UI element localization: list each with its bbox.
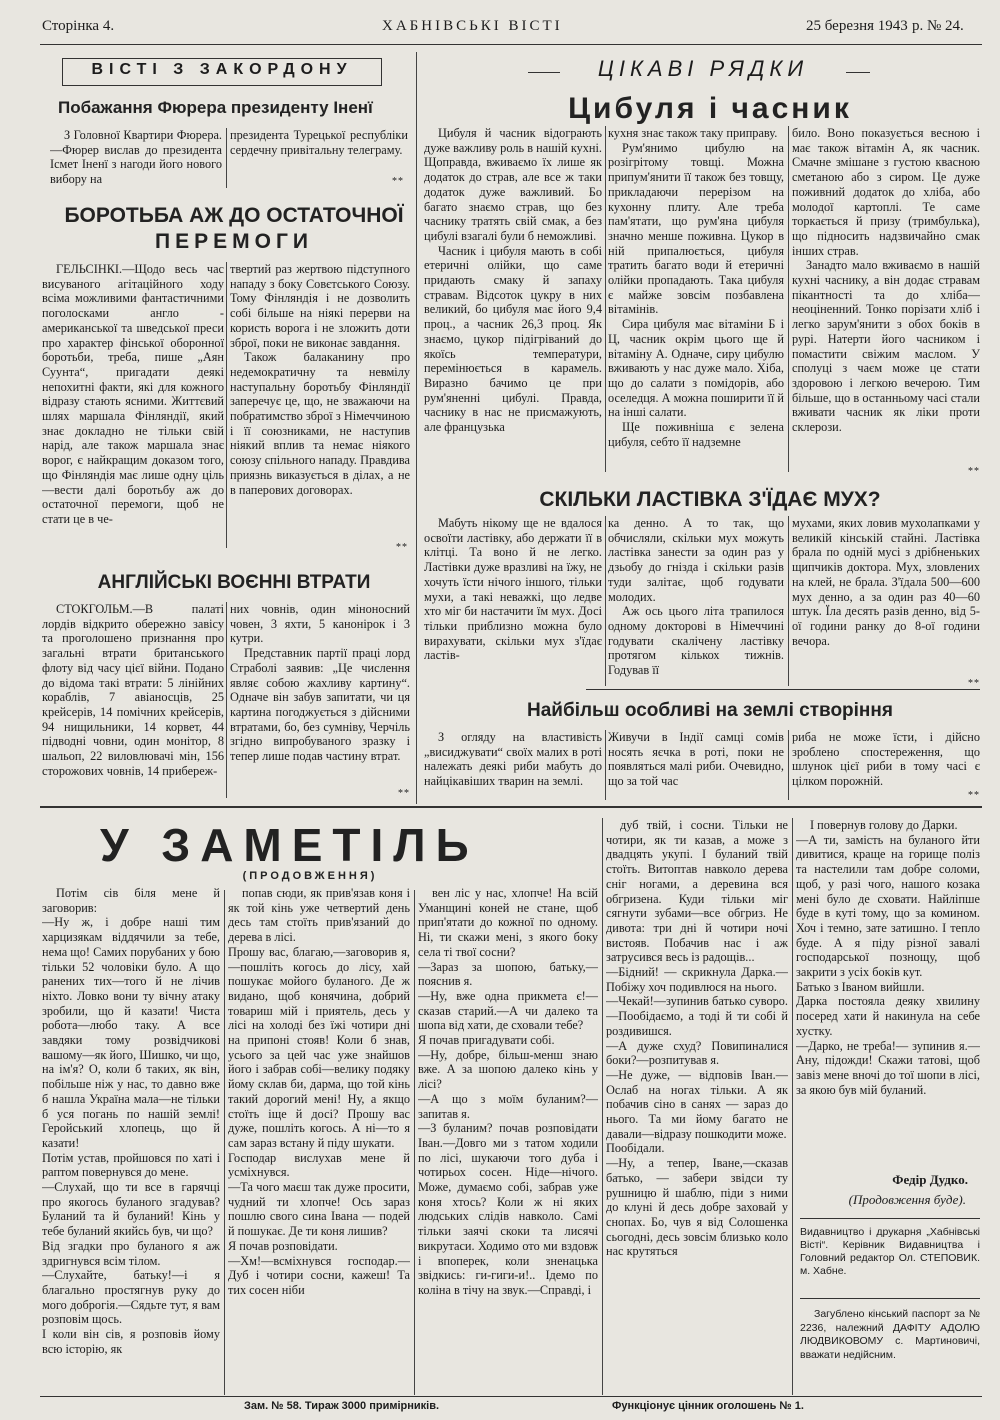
losses-col-divider: [226, 602, 227, 798]
imprint-rule-bottom: [800, 1298, 980, 1299]
onion-divider-2: [788, 126, 789, 472]
lower-section-rule: [40, 806, 982, 808]
article-onion-col1: [424, 126, 602, 476]
masthead: [0, 0, 1000, 48]
serial-title: У ЗАМЕТІЛЬ: [100, 819, 479, 871]
article-fuhrer-left: [50, 128, 222, 192]
article-losses-left-text: СТОКГОЛЬМ.—В палаті лордів відкрито обережно завісу та проголошено признання про загальні втрати британського флоту від часу цієї війни. Подано до відома такі втрати: 5 лінійних кораблів, 7 авіаносців, 25 крейсерів, 14 помічних крейсерів, 94 нищильники, 14 корвет, 44 підводні човни, один монітор, 8 шальоп, 22 виловлювачі мін, 156 сторожових човнів, 14 прибереж-: [42, 602, 224, 778]
serial-continued: (Продовження буде).: [848, 1192, 966, 1207]
page-number: Сторінка 4.: [42, 18, 115, 34]
article-fish-col1: [424, 730, 602, 802]
article-losses-right: [230, 602, 410, 802]
fuhrer-col-divider: [226, 128, 227, 188]
serial-divider-2: [414, 890, 415, 1395]
fish-stars: **: [968, 790, 980, 801]
serial-divider-3: [602, 818, 603, 1395]
article-swallow-c3-text: мухами, яких ловив мухолапками у великій кінській стайні. Ластівка брала по одній мусі з дрібненьких щипчиків доктора. Мух, зловлених на клей, не брала. З'їдала 500—600 мух денно, а за один раз 40—60 штук. Їла десять разів денно, від 5-ої години ранку до 8-ої години вечора.: [792, 516, 980, 648]
imprint-text: Видавництво і друкарня „Хабнівські Вісті“. Керівник Видавництва і Головний редактор Ол. СТЕПОВИК. м. Хабне.: [800, 1226, 980, 1277]
article-finland-right-p1: твертий раз жертвою підступного нападу з боку Совєтського Союзу. Тому Фінляндія і не дозволить собі більше на ніякі перерви на користь ворога і не зложить доти зброї, поки не виконає завдання.: [230, 262, 410, 350]
onion-stars: **: [968, 466, 980, 477]
fish-divider-1: [605, 730, 606, 800]
article-fuhrer-right-text: президента Турецької республіки сердечну привітальну телеграму.: [230, 128, 408, 157]
article-losses-title: АНГЛІЙСЬКІ ВОЄННІ ВТРАТИ: [97, 572, 371, 593]
article-fish-c3-text: риба не може їсти, і дійсно зроблено спостереження, що шлунок цієї риби в тому часі є цілком порожній.: [792, 730, 980, 789]
article-fish-c2-text: Живучи в Індії самці сомів носять яєчка в роті, поки не появляться малі риби. Очевидно, що за той час: [608, 730, 784, 789]
article-finland-right-p2: Також балаканину про недемократичну та невмілу наступальну боротьбу Фінляндії заперечує це, що, не зважаючи на побратимство зброї з Німеччиною і її союзниками, не наступив ніякий вплив та немає ніякого союзу спільного нападу. Правдива приязнь виказується в ділах, а не в паперових договорах.: [230, 350, 410, 497]
imprint: [800, 1226, 980, 1294]
article-onion-title: Цибуля і часник: [568, 92, 852, 125]
serial-col5: [796, 818, 980, 1178]
issue-number: р. № 24.: [912, 18, 964, 34]
onion-divider-1: [605, 126, 606, 472]
article-finland-left-text: ГЕЛЬСІНКІ.—Щодо весь час висуваного агітаційного ходу всіма можливими фантастичними поголосками англо - американської та шведської преси про характер фінської оборонної боротьби, треба, пише „Аян Суунта“, пригадати деякі непохитні факти, які для кожного відразу стають ясними. Життєвий шлях маршала Фінляндії, який знає докладно не тільки свій нарід, але також маршала знає ворог, є найкращим доказом того, що Фінляндія має лише одну ціль—вести далі боротьбу аж до остаточної перемоги, щоб не стати це в че-: [42, 262, 224, 526]
lost-passport-text: Загублено кінський паспорт за № 2236, належний ДАФІТУ АДОЛЮ ЛЮДВИКОВОМУ с. Мартиновичі, вважати недійсним.: [800, 1308, 980, 1361]
issue-date: 25 березня 1943: [806, 18, 908, 34]
masthead-rule: [40, 44, 982, 45]
article-swallow-c2-p2: Аж ось цього літа трапилося одному докторові в Німеччині годувати скалічену ластівку протягом кількох тижнів. Годував її: [608, 604, 784, 678]
footer-rule: [40, 1396, 982, 1397]
article-onion-c3-p2: Занадто мало вживаємо в нашій кухні часнику, а він додає стравам пікантності та до хліба—неоціненний. Тонко порізати хліб і легко зарум'янити з обох боків в рурі. Натерти його часником і помастити свіжим маслом. У сполуці з чаєм може це стати здоровою і легкою вечерою. Тим більше, що в останньому часі стали вживати часник як ліки проти склерози.: [792, 258, 980, 435]
serial-col4: [606, 818, 788, 1396]
fuhrer-stars: **: [392, 176, 404, 187]
article-losses-right-p2: Представник партії праці лорд Страболі заявив: „Це числення являє собою жахливу картину“. Одначе він забув запитати, чи ця картина погоджується з дійсними втратами, бо, без сумніву, Черчіль згідно випробуваного зразку і тепер лише подав частину втрат.: [230, 646, 410, 764]
article-onion-c2-p3: Сира цибуля має вітаміни Б і Ц, часник окрім цього ще й вітаміну А. Одначе, сиру цибулю вживають у нас дуже мало. Хіба, що до салати з помідорів, або оселедця. А можна поширити її й на інші салати.: [608, 317, 784, 420]
losses-stars: **: [398, 788, 410, 799]
article-onion-c2-p1: кухня знає також таку приправу.: [608, 126, 778, 140]
lost-passport-notice: [800, 1308, 980, 1388]
swallow-bottom-rule: [586, 689, 980, 690]
section-interesting-header: ЦІКАВІ РЯДКИ: [597, 56, 809, 81]
article-onion-c2-p2: Рум'янимо цибулю на розігрітому товщі. Можна припум'янити її також без товщу, прикладаючи перерізом на кухонну плиту. Але треба пам'ятати, що рум'яна цибуля значно менше поживна. Цукор в ній припалюється, цибуля тратить багато води й етеричні олійки пропадають. Така цибуля є майже зовсім позбавлена вітамінів.: [608, 140, 784, 317]
serial-c3-text: вен ліс у нас, хлопче! На всій Уманщині коней не стане, щоб прип'ятати до кожної по одному. Ні, ти скажи мені, з якого боку села ті твої сосни? —Зараз за шопою, батьку,—пояснив я. —Ну, вже одна прикмета є!—сказав старий.—А чи далеко та шопа від хати, де сховали тебе? Я почав пригадувати собі. —Ну, добре, більш-менш знаю вже. А за шопою далеко кінь у лісі? —А що з моїм буланим?—запитав я. —З буланим? почав розповідати Іван.—Довго ми з татом ходили по лісі, шукаючи того дуба і чотирьох сосен. Ніде—нічого. Може, думаємо собі, забрав уже коня хтось? Коли ж ні яких людських слідів навколо. Самі тільки заячі скоки та лисячі викрутаси. Ходимо ото ми вздовж і впоперек, коли зненацька звідкись: ги-гиги-и!.. Ідемо по коліна в тічу на звук.—Справді, і: [418, 886, 598, 1297]
serial-divider-1: [224, 890, 225, 1395]
swallow-stars: **: [968, 678, 980, 689]
serial-c2-text: попав сюди, як прив'язав коня і як той кінь уже четвертий день десь там стоїть прив'язаний до дерева в лісі. Прошу вас, благаю,—заговорив я,—пошліть когось до лісу, хай пошукає мойого буланого. Де ж видано, щоб конячина, добрий товариш мій і приятель, десь у лісі на холоді без їжі чотири дні на припоні стояв! Коли б знав, усього за цей час уже знайшов його і забрав собі—велику подяку йому склав би, дарма, що той кінь такий дорогий мені! Ну, а якщо стоїть іще й досі? Прошу вас дуже, пошліть когось. А ні—то я сам зараз встану й піду шукати. Господар вислухав мене й усміхнувся. —Та чого маєш так дуже просити, чудний ти хлопче! Ось зараз пошлю свого сина Івана — подей й пошукає. Де ти коня лишив? Я почав розповідати. —Хм!—всміхнувся господар.—Дуб і чотири сосни, кажеш! Та тих сосен ніби: [228, 886, 410, 1297]
imprint-rule-top: [800, 1218, 980, 1219]
serial-c1-text: Потім сів біля мене й заговорив: —Ну ж, і добре наші тим харцизякам віддячили за тебе, нема що! Самих порубаних у бою тільки 52 чоловіки було. А що ранених тих—того й не лічив ніхто. Ловко вони ту вічну атаку зробили, що й казати! Чиста робота—любо таку. А все завдяки тому розвідчикові вашому—як його, Шишко, чи що, на ім'я? О, коли б таких, як він, побільше ніж у нас, то давно вже б нашла Україна мала—не тільки б уся погань по нашій землі! Геройський хлопець, що й казати! Потім устав, пройшовся по хаті і раптом повернувся до мене. —Слухай, що ти все в гарячці про якогось буланого згадував? Буланий та й буланий! Кінь у тебе буланий якийсь був, чи що? Від згадки про буланого я аж здригнувся всім тілом. —Слухайте, батьку!—і я благально простягнув руку до мого доброгія.—Сядьте тут, я вам розповім щось. І коли він сів, я розповів йому всю історію, як: [42, 886, 220, 1356]
serial-author: Федір Дудко.: [892, 1172, 968, 1187]
serial-col2: [228, 886, 410, 1396]
serial-col1: [42, 886, 220, 1396]
interesting-rule-right: [846, 72, 870, 73]
article-swallow-title: СКІЛЬКИ ЛАСТІВКА З'ЇДАЄ МУХ?: [539, 488, 881, 511]
article-finland-left: [42, 262, 224, 552]
footer-order: Зам. № 58. Тираж 3000 примірників.: [244, 1400, 440, 1412]
article-onion-c1-p1: Цибуля й часник відограють дуже важливу роль в нашій кухні. Щоправда, вживаємо їх лише як додаток до страв, але все ж таки додаток дуже важливий. Бо багато знаємо страв, що без часнику тратять свій смак, а без цибулі взагалі були б неможливі.: [424, 126, 602, 243]
serial-col3: [418, 886, 598, 1396]
finland-stars: **: [396, 542, 408, 553]
serial-c5-text: І повернув голову до Дарки. —А ти, замість на буланого йти дивитися, краще на горище поліз та настелили там добре соломи, щоб, у разі чого, нашого козака мені було де сховати. Найліпше буде в куті тому, що за комином. Хоч і темно, зате затишно. І тепло буде. А я піду різної завалі господарської познощу, щоб закрити з усіх боків кут. Батько з Іваном вийшли. Дарка постояла деяку хвилину посеред хати й накинула на себе хустку. —Дарко, не треба!— зупинив я.—Ану, підожди! Скажи татові, щоб завіз мене вночі до тої шопи в лісі, за якою був мій буланий.: [796, 818, 980, 1097]
serial-divider-4: [792, 818, 793, 1395]
upper-divider: [416, 52, 417, 804]
article-onion-c3-p1: било. Воно показується весною і має також вітамін А, як часник. Смачне змішане з густою квасною сметаною або з сиром. Це дуже поживний додаток до хліба, або молодої картоплі. Те саме торкається й призу (тримбулька), що підносить надзвичайно смак інших страв.: [792, 126, 980, 258]
article-finland-title-1: БОРОТЬБА АЖ ДО ОСТАТОЧНОЇ: [64, 204, 404, 227]
article-swallow-c2-p1: ка денно. А то так, що обчисляли, скільки мух можуть ластівка занести за один раз у дзьобу до гнізда і скільки разів туди залітає, щоб годувати молодих.: [608, 516, 784, 604]
article-onion-col3: [792, 126, 980, 476]
newspaper-title: ХАБНІВСЬКІ ВІСТІ: [382, 18, 563, 34]
article-losses-left: [42, 602, 224, 802]
section-abroad-header: ВІСТІ З ЗАКОРДОНУ: [62, 58, 382, 86]
article-fish-c1-text: З огляду на властивість „висиджувати“ своїх малих в роті належать деякі риби мабуть до найцікавіших тварин на землі.: [424, 730, 602, 789]
serial-subtitle: (ПРОДОВЖЕННЯ): [242, 870, 378, 882]
article-fuhrer-left-text: З Головної Квартири Фюрера.—Фюрер вислав до президента Ісмет Іненї з нагоди його нового вибору на: [50, 128, 222, 187]
article-finland-title-2: ПЕРЕМОГИ: [155, 230, 313, 253]
footer-price: Функціонує цінник оголошень № 1.: [612, 1400, 804, 1412]
article-swallow-col3: [792, 516, 980, 688]
finland-col-divider: [226, 262, 227, 548]
article-onion-c2-p4: Ще поживніша є зелена цибуля, себто її надземне: [608, 420, 784, 449]
article-finland-right: [230, 262, 410, 552]
article-fish-title: Найбільш особливі на землі створіння: [527, 700, 893, 721]
article-onion-col2: [608, 126, 784, 476]
serial-c4-text: дуб твій, і сосни. Тільки не чотири, як ти казав, а може з двадцять укупі. І буланий твій стоїть. Витоптав навколо дерева сніг ногами, а деревина вся обгризена. Куди тільки міг сягнути зубами—все обгриз. Не дивота: три дні й чотири ночі вистояв. Побачив нас і аж затрусився весь із радощів... —Бідний! — скрикнула Дарка.—Побіжу хоч подивлюся на нього. —Чекай!—зупинив батько суворо.—Пообідаємо, а тоді й ти собі й роздивишся. —А дуже схуд? Повипиналися боки?—розпитував я. —Не дуже, — відповів Іван.—Ослаб на ногах тільки. А як побачив сіно в санях — зараз до нього. Та ми йому багато не давали—відразу пошкодити може. Пообідали. —Ну, а тепер, Іване,—сказав батько, — забери звідси ту рушницю й шаблю, піди з ними до клуні й десь добре заховай у снопах. Бо, чув я від Солошенка сьогодні, десь зовсім близько коло нас крутяться: [606, 818, 788, 1259]
article-onion-c1-p2: Часник і цибуля мають в собі етеричні олійки, що саме придають смаку й запаху стравам. Відсоток цукру в них великий, бо цибуля має його 9,4 проц., а часник 26,3 проц. Як знаємо, цукор підігріваний до якоїсь температури, перемінюється в карамель. Виразно бачимо це при рум'яненні цибулі. Правда, часнику в нас не присмажують, але французька: [424, 243, 602, 435]
article-fish-col2: [608, 730, 784, 802]
article-fuhrer-title: Побажання Фюрера президенту Іненї: [58, 98, 373, 117]
article-swallow-col1: [424, 516, 602, 688]
article-losses-right-p1: них човнів, один міноносний човен, 3 яхти, 5 канонірок і 3 кутри.: [230, 602, 410, 646]
swallow-divider-2: [788, 516, 789, 686]
fish-divider-2: [788, 730, 789, 800]
swallow-divider-1: [605, 516, 606, 686]
article-swallow-col2: [608, 516, 784, 688]
article-swallow-c1-text: Мабуть нікому ще не вдалося освоїти ластівку, або держати її в клітці. Та воно й не легко. Ластівки дуже вразливі на їжу, не хочуть їсти нічого іншого, тільки мухи, а такі неважкі, що ледве хто міг би настачити їм мух. Досі тільки приблизно можна було вирахувати, скільки мух з'їдає ластів-: [424, 516, 602, 663]
interesting-rule-left: [528, 72, 560, 73]
